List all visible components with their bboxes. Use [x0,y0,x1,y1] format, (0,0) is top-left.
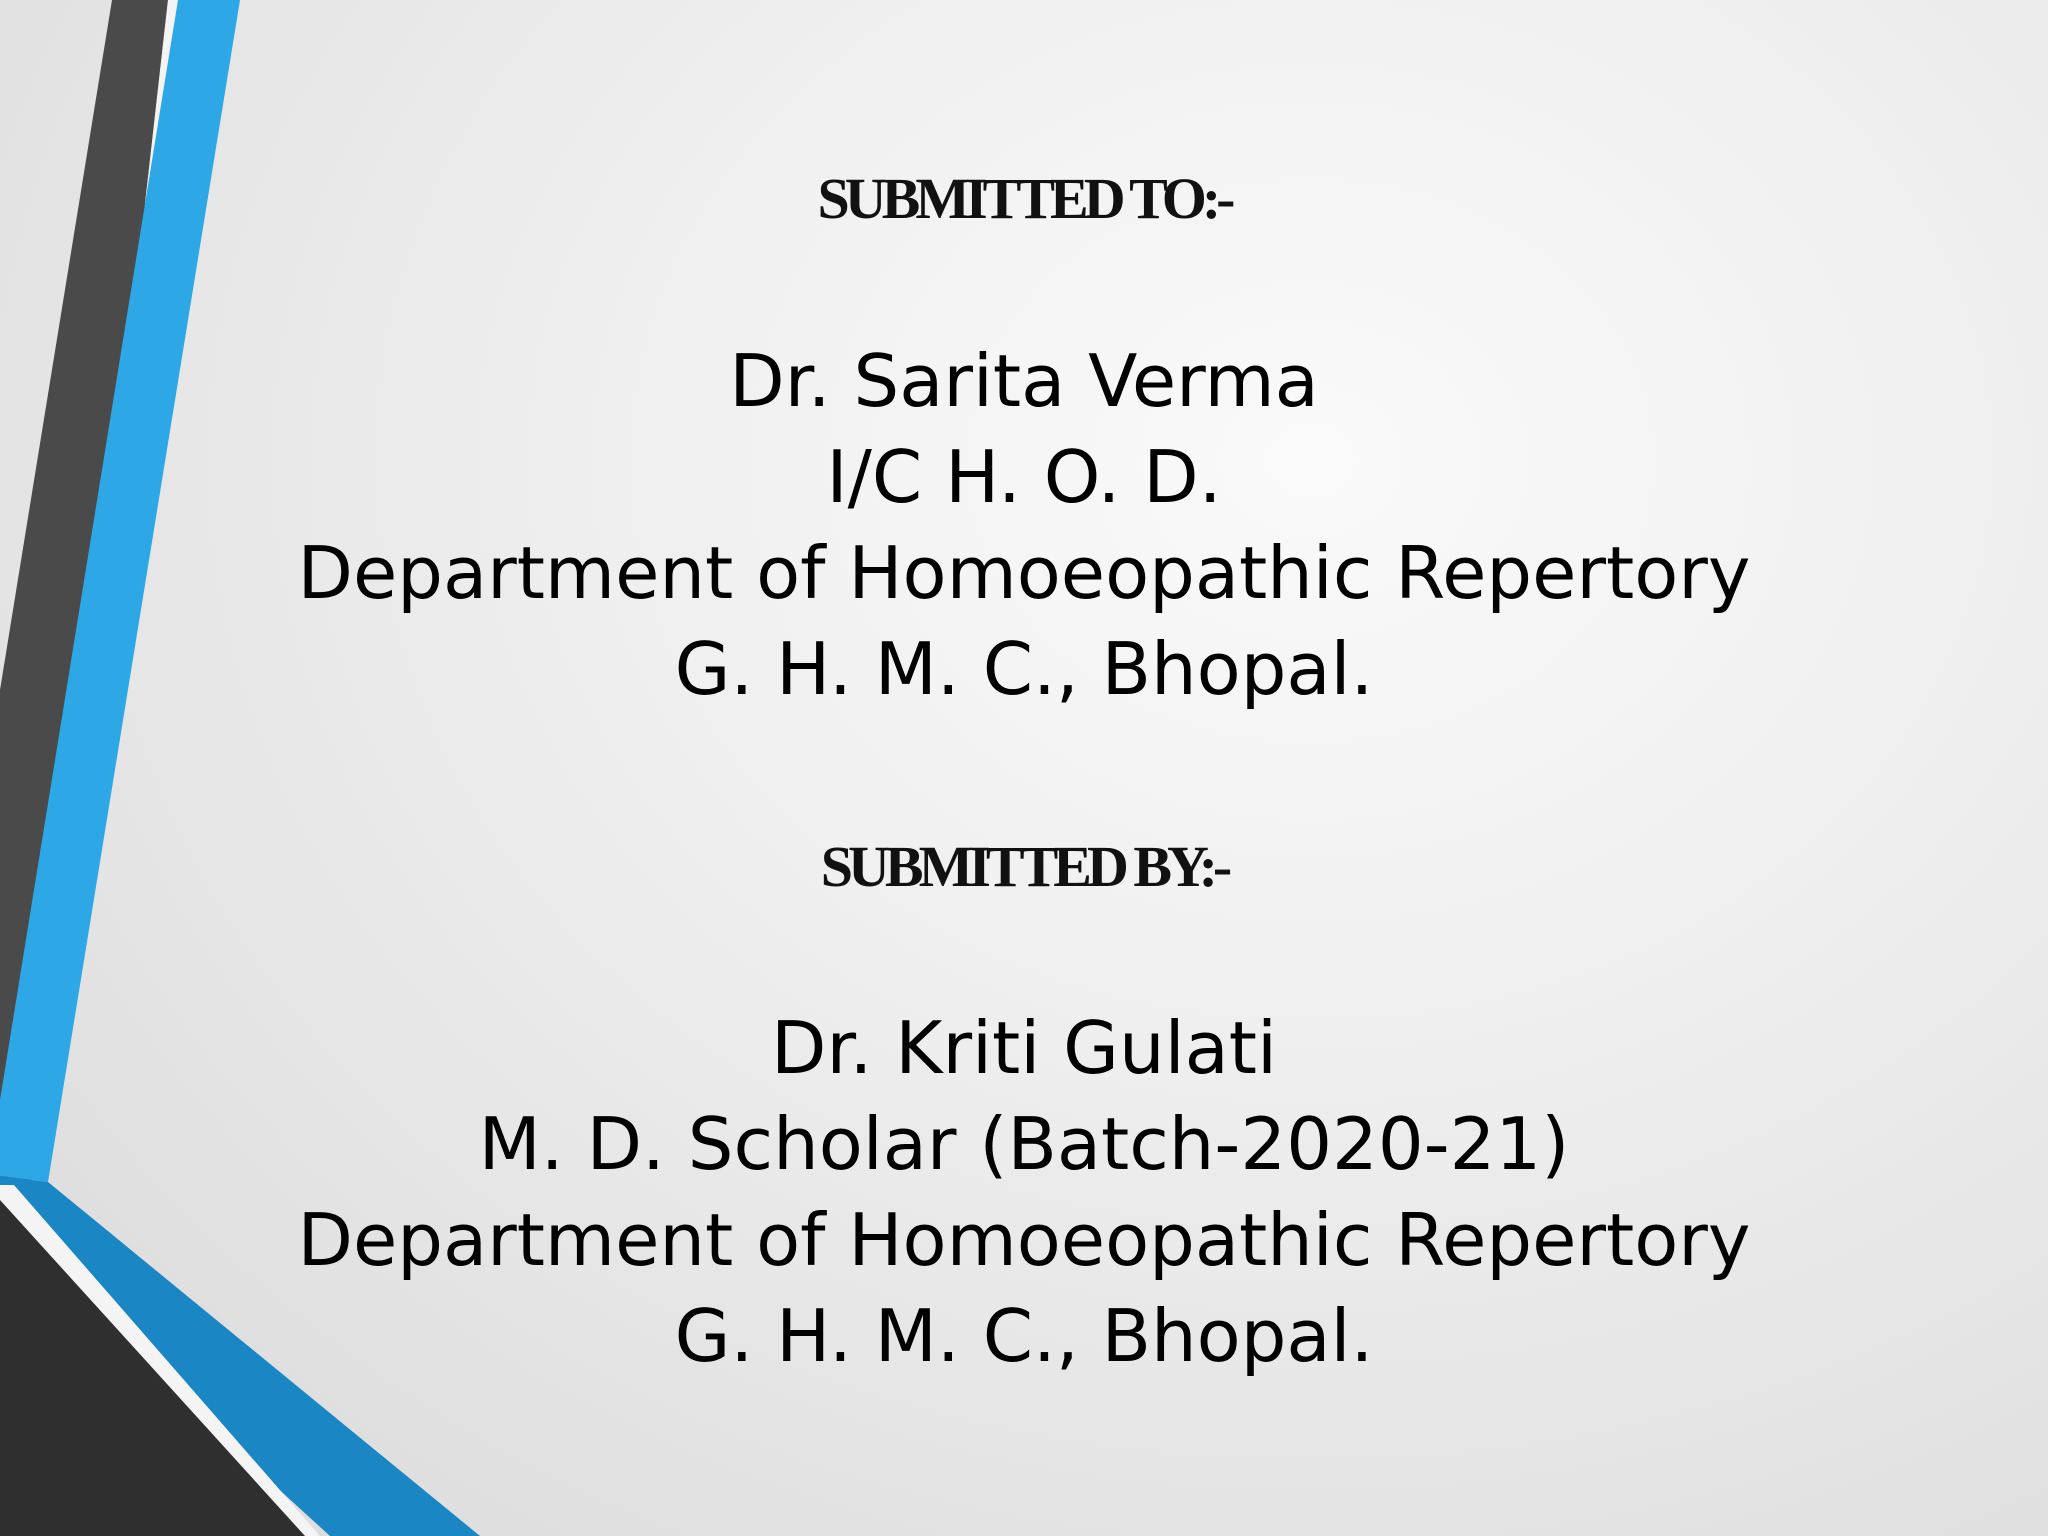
submitted-by-department: Department of Homoeopathic Repertory [297,1198,1751,1282]
submitted-by-heading: SUBMITTED BY:- [820,834,1228,899]
submitted-to-designation: I/C H. O. D. [826,435,1222,519]
submitted-to-name: Dr. Sarita Verma [729,339,1319,423]
submitted-by-designation: M. D. Scholar (Batch-2020-21) [478,1102,1570,1186]
submitted-to-department: Department of Homoeopathic Repertory [297,531,1751,615]
submitted-by-block [0,1000,2048,1384]
submitted-to-block [0,333,2048,717]
submitted-to-heading: SUBMITTED TO:- [817,166,1231,231]
submitted-by-name: Dr. Kriti Gulati [771,1006,1277,1090]
submitted-by-institution: G. H. M. C., Bhopal. [674,1294,1374,1378]
submitted-to-institution: G. H. M. C., Bhopal. [674,627,1374,711]
